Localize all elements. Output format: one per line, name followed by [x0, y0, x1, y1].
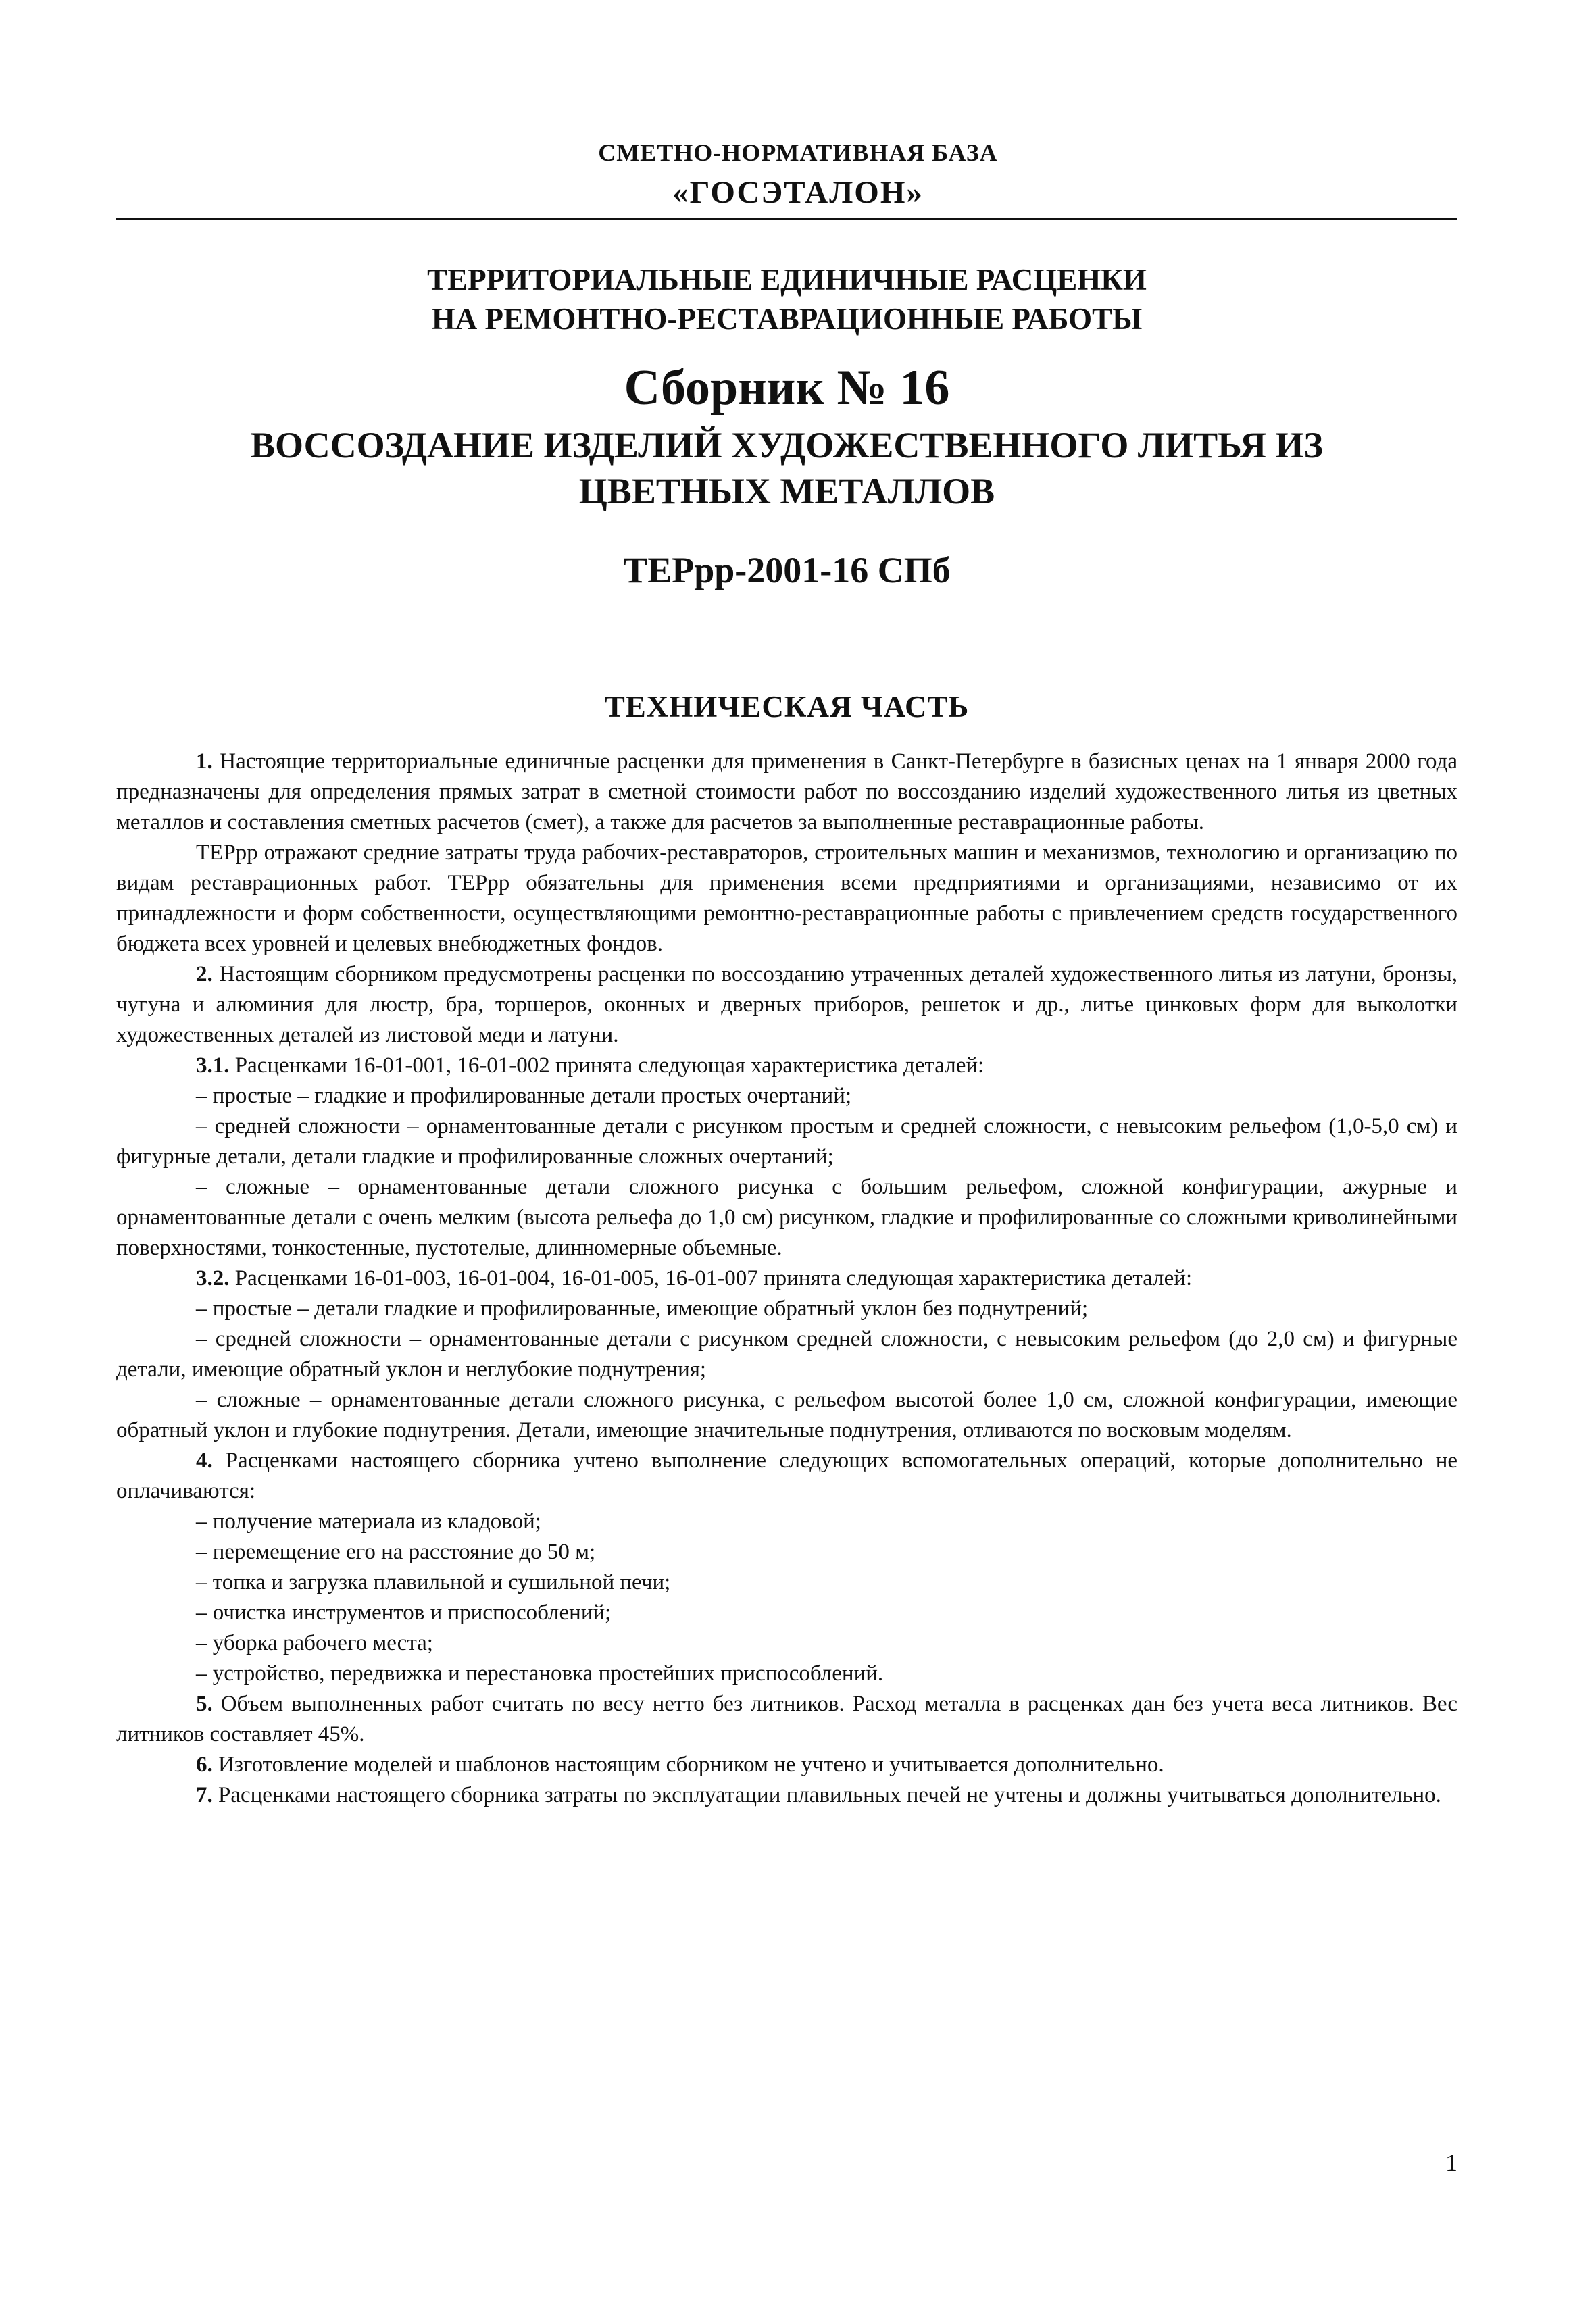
collection-number: Сборник № 16: [624, 360, 950, 416]
paragraph-text: Расценками 16-01-003, 16-01-004, 16-01-005, 16-01-007 принята следующая характеристика деталей:: [234, 1266, 1193, 1290]
paragraph-text: Настоящим сборником предусмотрены расценки по воссозданию утраченных деталей художественного литья из латуни, бронзы, чугуна и алюминия для люстр, бра, торшеров, оконных и дверных приборов, решеток и др., литье цинковых форм для выколотки художественных деталей из листовой меди и латуни.: [116, 962, 1458, 1047]
paragraph-text: Изготовление моделей и шаблонов настоящим сборником не учтено и учитывается дополнительно.: [218, 1753, 1164, 1777]
paragraph-number: 7.: [196, 1783, 213, 1807]
paragraph-number: 3.2.: [196, 1266, 230, 1290]
list-item: – средней сложности – орнаментованные детали с рисунком средней сложности, с невысоким рельефом (до 2,0 см) и фигурные детали, имеющие обратный уклон и неглубокие поднутрения;: [116, 1327, 1457, 1382]
list-item: – уборка рабочего места;: [196, 1631, 433, 1655]
title-line-2: НА РЕМОНТНО-РЕСТАВРАЦИОННЫЕ РАБОТЫ: [431, 302, 1143, 336]
page-number: 1: [1445, 2149, 1457, 2176]
paragraph-text: Расценками настоящего сборника учтено выполнение следующих вспомогательных операций, которые дополнительно не оплачиваются:: [116, 1449, 1457, 1503]
list-item: – устройство, передвижка и перестановка простейших приспособлений.: [196, 1661, 884, 1686]
subject-line-2: ЦВЕТНЫХ МЕТАЛЛОВ: [578, 471, 995, 511]
paragraph-number: 5.: [196, 1692, 213, 1716]
list-item: – простые – гладкие и профилированные детали простых очертаний;: [196, 1084, 852, 1108]
paragraph-6: [116, 1750, 1457, 1780]
technical-part-body: [116, 747, 1457, 1811]
paragraph-4: [116, 1446, 1457, 1507]
list-item: – топка и загрузка плавильной и сушильной печи;: [196, 1570, 671, 1594]
paragraph-number: 4.: [196, 1449, 213, 1473]
section-title: ТЕХНИЧЕСКАЯ ЧАСТЬ: [604, 690, 970, 724]
list-item: – простые – детали гладкие и профилированные, имеющие обратный уклон без поднутрений;: [196, 1297, 1089, 1321]
paragraph-text: Объем выполненных работ считать по весу нетто без литников. Расход металла в расценках дан без учета веса литников. Вес литников составляет 45%.: [116, 1692, 1457, 1746]
paragraph-1: [116, 747, 1457, 838]
paragraph-number: 1.: [196, 749, 213, 774]
list-item: – сложные – орнаментованные детали сложного рисунка, с рельефом высотой более 1,0 см, сложной конфигурации, имеющие обратный уклон и глубокие поднутрения. Детали, имеющие значительные поднутрения, отливаются по восковым моделям.: [116, 1388, 1457, 1442]
document-code: ТЕРрр-2001-16 СПб: [623, 550, 951, 590]
paragraph-number: 6.: [196, 1753, 213, 1777]
header-divider: [116, 218, 1457, 220]
document-title: [116, 260, 1457, 338]
paragraph-3-1: [116, 1051, 1457, 1081]
header-brand: «ГОСЭТАЛОН»: [672, 175, 924, 210]
subject-line-1: ВОССОЗДАНИЕ ИЗДЕЛИЙ ХУДОЖЕСТВЕННОГО ЛИТЬЯ ИЗ: [250, 425, 1323, 466]
paragraph-text: Расценками 16-01-001, 16-01-002 принята следующая характеристика деталей:: [234, 1053, 984, 1078]
paragraph-3-2: [116, 1263, 1457, 1294]
header-database-name: СМЕТНО-НОРМАТИВНАЯ БАЗА: [598, 139, 998, 166]
paragraph-number: 3.1.: [196, 1053, 230, 1078]
paragraph-2: [116, 959, 1457, 1051]
list-item: – перемещение его на расстояние до 50 м;: [196, 1540, 596, 1564]
list-item: – сложные – орнаментованные детали сложного рисунка с большим рельефом, сложной конфигурации, ажурные и орнаментованные детали с очень мелким (высота рельефа до 1,0 см) рисунком, гладкие и профилированные со сложными криволинейными поверхностями, тонкостенные, пустотелые, длинномерные объемные.: [116, 1175, 1457, 1260]
paragraph-1b: ТЕРрр отражают средние затраты труда рабочих-реставраторов, строительных машин и механизмов, технологию и организацию по видам реставрационных работ. ТЕРрр обязательны для применения всеми предприятиями и организациями, независимо от их принадлежности и форм собственности, осуществляющими ремонтно-реставрационные работы с привлечением средств государственного бюджета всех уровней и целевых внебюджетных фондов.: [116, 840, 1457, 956]
collection-subject: [116, 422, 1457, 514]
list-item: – средней сложности – орнаментованные детали с рисунком простым и средней сложности, с невысоким рельефом (1,0-5,0 см) и фигурные детали, детали гладкие и профилированные сложных очертаний;: [116, 1114, 1457, 1169]
list-item: – получение материала из кладовой;: [196, 1509, 541, 1534]
paragraph-7: [116, 1780, 1457, 1811]
paragraph-text: Расценками настоящего сборника затраты по эксплуатации плавильных печей не учтены и должны учитываться дополнительно.: [218, 1783, 1441, 1807]
paragraph-number: 2.: [196, 962, 213, 986]
title-line-1: ТЕРРИТОРИАЛЬНЫЕ ЕДИНИЧНЫЕ РАСЦЕНКИ: [427, 263, 1147, 297]
paragraph-text: Настоящие территориальные единичные расценки для применения в Санкт-Петербурге в базисных ценах на 1 января 2000 года предназначены для определения прямых затрат в сметной стоимости работ по воссозданию изделий художественного литья из цветных металлов и составления сметных расчетов (смет), а также для расчетов за выполненные реставрационные работы.: [116, 749, 1458, 834]
list-item: – очистка инструментов и приспособлений;: [196, 1601, 612, 1625]
paragraph-5: [116, 1689, 1457, 1750]
